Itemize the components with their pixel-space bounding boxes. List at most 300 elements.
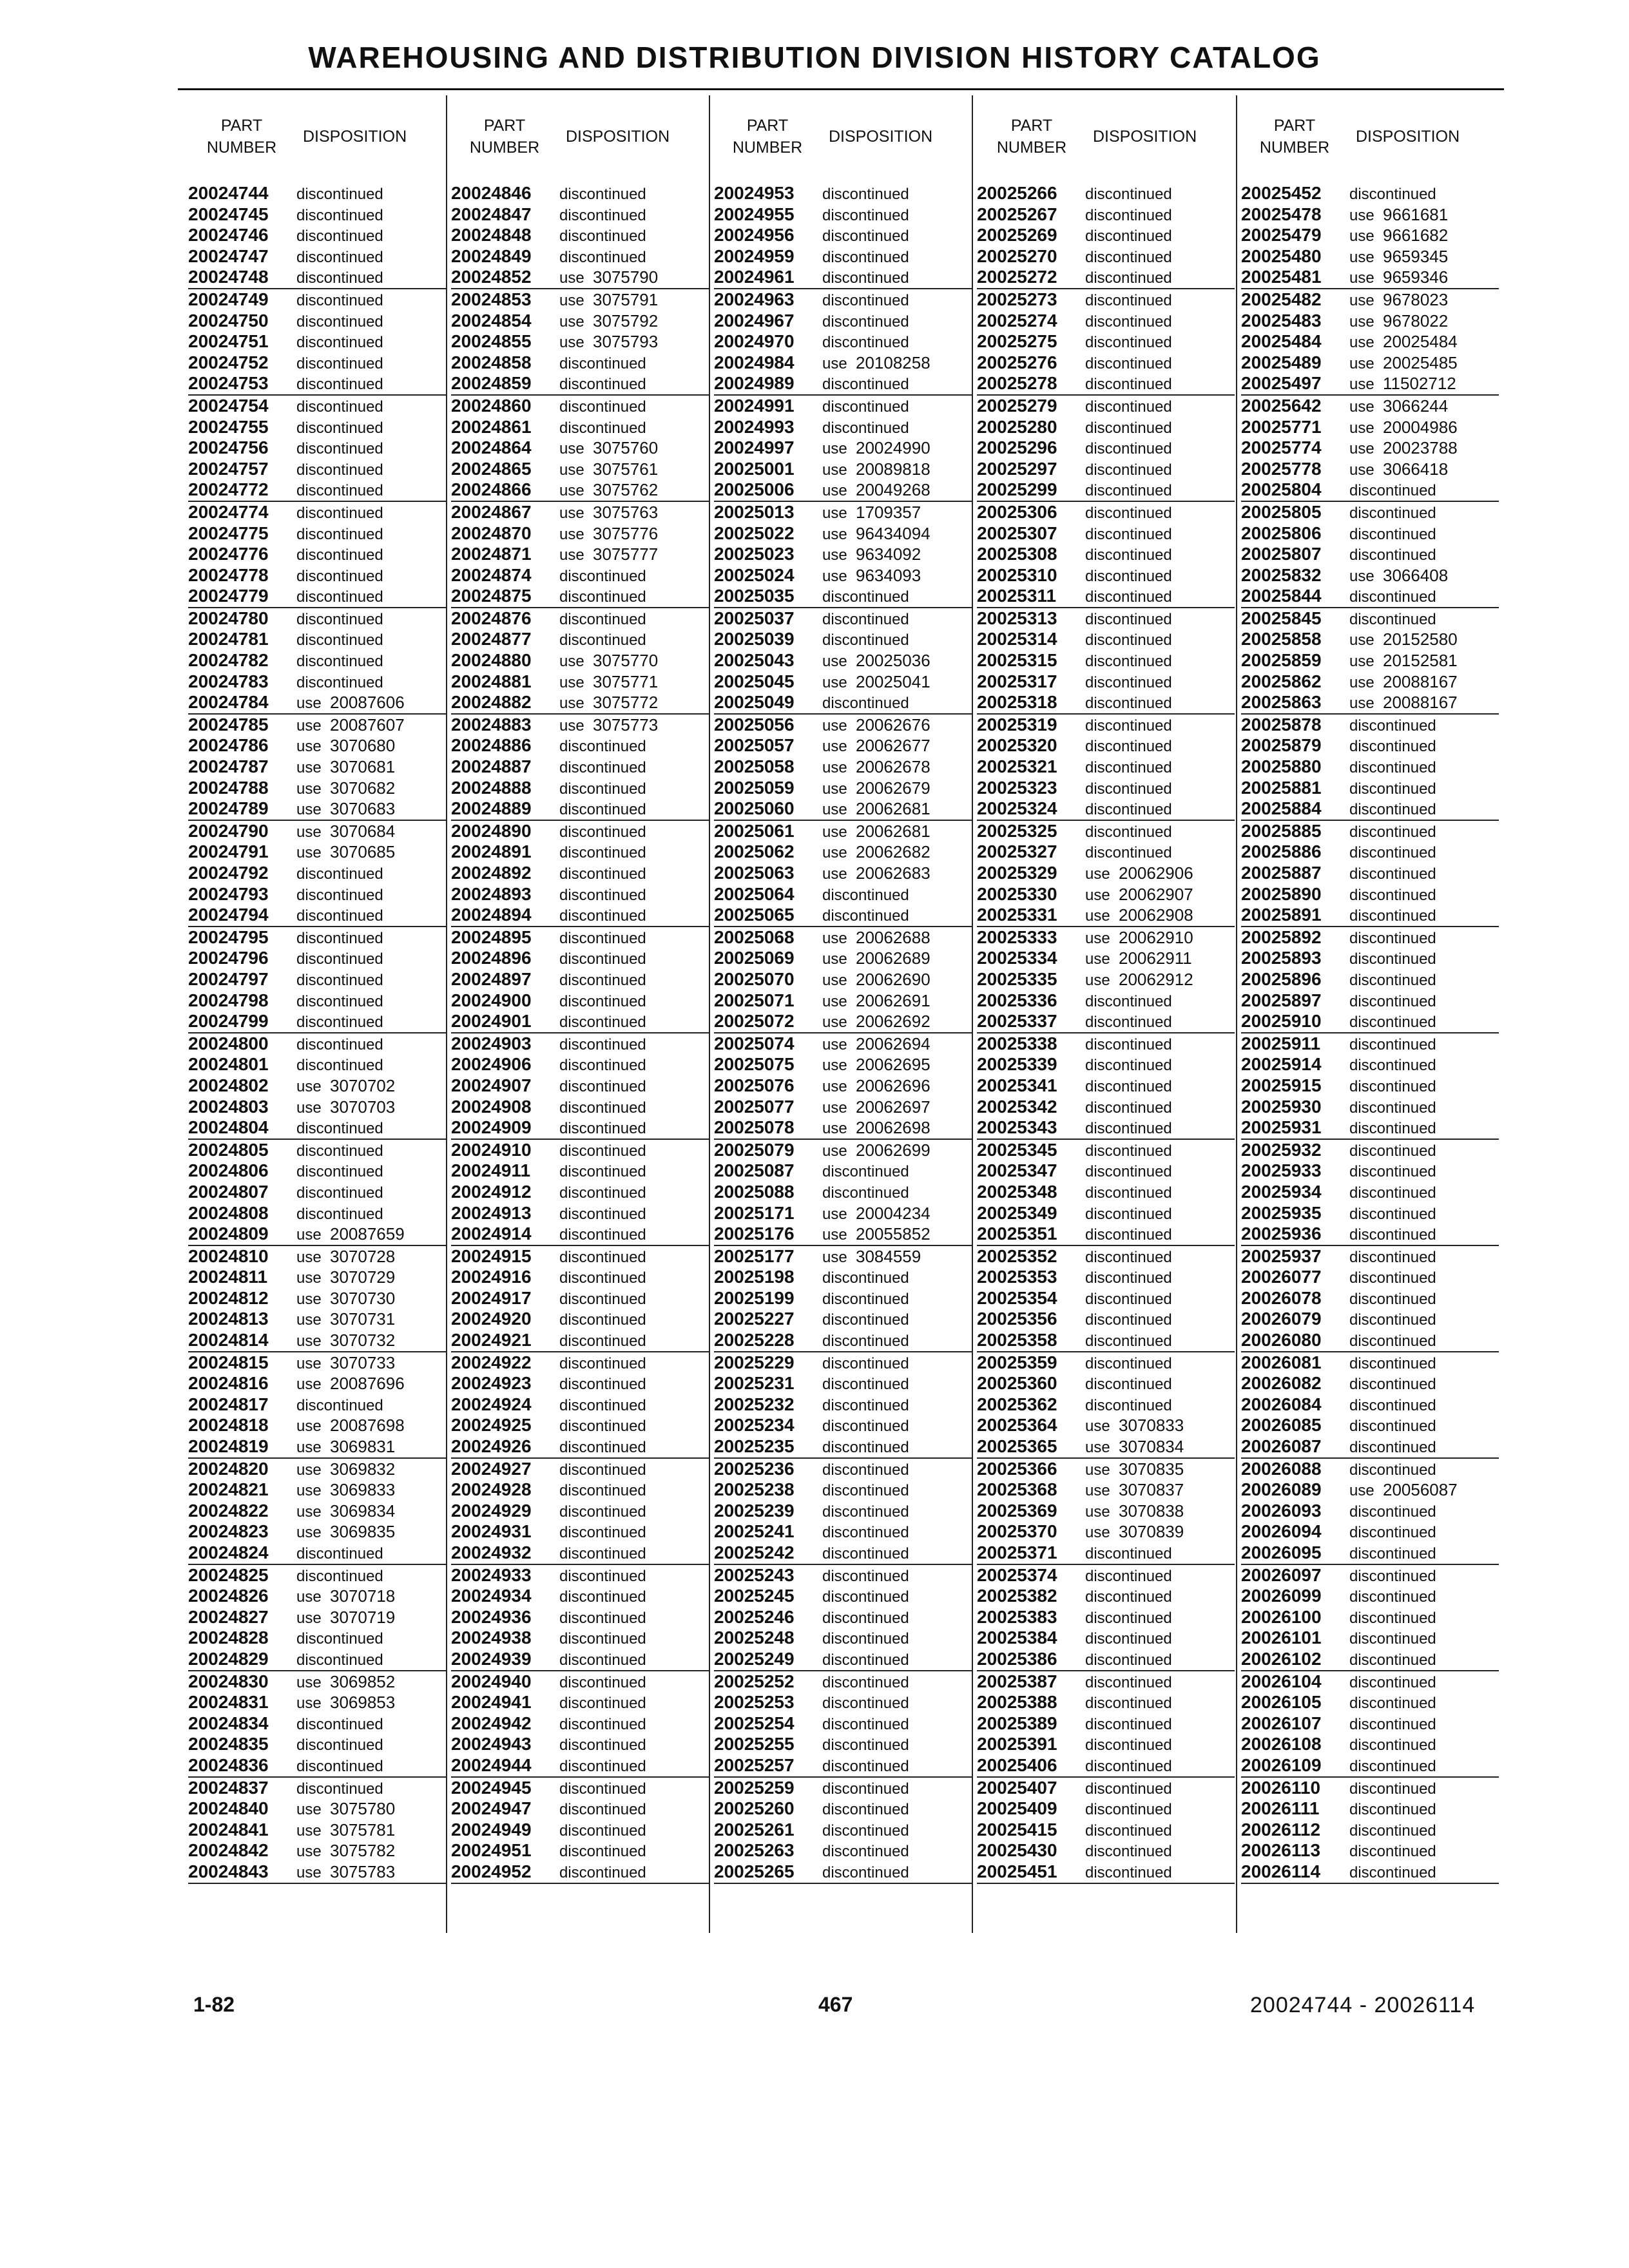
catalog-entry: [451, 246, 709, 267]
disposition: discontinued: [559, 1843, 646, 1861]
catalog-entry: [451, 1203, 709, 1224]
replacement-part: 3070718: [330, 1586, 396, 1606]
catalog-entry: [1241, 1352, 1499, 1374]
part-number: 20024847: [451, 204, 532, 224]
part-number: 20025480: [1241, 245, 1322, 266]
replacement-part: 3075783: [330, 1861, 396, 1881]
catalog-entry: [714, 1203, 972, 1224]
disposition: discontinued: [822, 1651, 909, 1669]
part-number: 20024917: [451, 1287, 532, 1308]
catalog-entry: [188, 1778, 446, 1799]
disposition-label: DISPOSITION: [566, 128, 670, 146]
catalog-entry: [188, 1542, 446, 1565]
disposition: discontinued: [822, 631, 909, 649]
part-number: 20024895: [451, 927, 532, 947]
catalog-entry: [1241, 1394, 1499, 1416]
part-number: 20024941: [451, 1692, 532, 1713]
catalog-entry: [977, 479, 1235, 502]
part-number: 20025249: [714, 1648, 795, 1669]
part-number: 20024790: [188, 820, 269, 841]
replacement-part: 20025041: [856, 671, 930, 691]
part-number: 20024834: [188, 1713, 269, 1733]
part-number: 20024812: [188, 1287, 269, 1308]
disposition: use: [1349, 354, 1374, 372]
catalog-entry: [1241, 671, 1499, 693]
disposition: use: [822, 440, 847, 458]
disposition: use: [822, 504, 847, 522]
disposition: discontinued: [1349, 1354, 1436, 1372]
part-number: 20025884: [1241, 798, 1322, 819]
catalog-entry: [188, 1054, 446, 1075]
part-number: 20024880: [451, 650, 532, 671]
part-number: 20025483: [1241, 310, 1322, 331]
disposition: use: [296, 1099, 322, 1117]
part-number: 20024822: [188, 1500, 269, 1521]
catalog-entry: [451, 1140, 709, 1161]
disposition: discontinued: [1085, 716, 1172, 735]
replacement-part: 3075782: [330, 1841, 396, 1861]
disposition: use: [822, 950, 847, 968]
part-number: 20025327: [977, 841, 1057, 862]
replacement-part: 20062908: [1119, 905, 1193, 925]
disposition: discontinued: [1349, 1226, 1436, 1244]
part-number: 20024809: [188, 1224, 269, 1244]
replacement-part: 20062697: [856, 1097, 930, 1117]
disposition: discontinued: [559, 1567, 646, 1585]
disposition: discontinued: [559, 844, 646, 862]
disposition: discontinued: [1349, 1736, 1436, 1754]
replacement-part: 3075792: [593, 311, 659, 331]
disposition: discontinued: [559, 1396, 646, 1414]
disposition: use: [559, 312, 584, 331]
part-number: 20024795: [188, 927, 269, 947]
part-number: 20024749: [188, 289, 269, 309]
catalog-entry: [451, 1778, 709, 1799]
catalog-entry: [1241, 1649, 1499, 1671]
catalog-entry: [1241, 1246, 1499, 1267]
catalog-entry: [1241, 1160, 1499, 1182]
catalog-entry: [714, 608, 972, 629]
disposition: discontinued: [296, 334, 383, 352]
disposition: discontinued: [1085, 419, 1172, 437]
part-number: 20025317: [977, 671, 1057, 691]
catalog-entry: [714, 586, 972, 608]
catalog-entry: [1241, 1521, 1499, 1542]
catalog-entry: [451, 969, 709, 990]
catalog-entry: [977, 1160, 1235, 1182]
disposition: discontinued: [1085, 695, 1172, 713]
replacement-part: 3075771: [593, 671, 659, 691]
disposition: discontinued: [1085, 206, 1172, 224]
disposition: discontinued: [559, 1715, 646, 1733]
part-number: 20025071: [714, 990, 795, 1010]
disposition: discontinued: [1085, 504, 1172, 522]
catalog-entry: [188, 311, 446, 332]
catalog-entry: [1241, 608, 1499, 629]
disposition: discontinued: [1349, 907, 1436, 925]
disposition: discontinued: [1349, 971, 1436, 989]
catalog-entry: [714, 1033, 972, 1055]
disposition: discontinued: [1349, 1120, 1436, 1138]
part-number: 20025342: [977, 1096, 1057, 1117]
part-number: 20024877: [451, 629, 532, 649]
disposition: discontinued: [1349, 823, 1436, 841]
part-number: 20024942: [451, 1713, 532, 1733]
replacement-part: 20062910: [1119, 927, 1193, 947]
part-number: 20025076: [714, 1075, 795, 1095]
disposition: discontinued: [1085, 673, 1172, 691]
catalog-entry: [714, 565, 972, 586]
disposition: discontinued: [1349, 1863, 1436, 1881]
catalog-entry: [977, 841, 1235, 863]
part-number: 20025642: [1241, 395, 1322, 416]
replacement-part: 3075790: [593, 267, 659, 287]
catalog-entry: [188, 735, 446, 756]
disposition: discontinued: [822, 376, 909, 394]
part-number: 20025384: [977, 1628, 1057, 1648]
disposition: discontinued: [559, 823, 646, 841]
disposition: use: [822, 482, 847, 500]
disposition: discontinued: [1349, 1843, 1436, 1861]
catalog-entry: [714, 990, 972, 1012]
part-number: 20024920: [451, 1309, 532, 1329]
part-number: 20024774: [188, 501, 269, 522]
disposition: discontinued: [1349, 588, 1436, 606]
part-number: 20025259: [714, 1777, 795, 1798]
catalog-entry: [451, 396, 709, 417]
part-number: 20024924: [451, 1394, 532, 1414]
part-number: 20025279: [977, 395, 1057, 416]
disposition: discontinued: [296, 1715, 383, 1733]
replacement-part: 20087606: [330, 693, 405, 713]
part-number: 20024825: [188, 1564, 269, 1585]
replacement-part: 3070838: [1119, 1501, 1184, 1521]
part-number: 20024772: [188, 479, 269, 500]
part-number: 20024803: [188, 1096, 269, 1117]
part-number: 20024835: [188, 1734, 269, 1754]
part-number: 20024908: [451, 1096, 532, 1117]
catalog-entry: [451, 692, 709, 715]
part-number: 20024888: [451, 777, 532, 798]
catalog-entry: [188, 1117, 446, 1140]
disposition: discontinued: [296, 546, 383, 564]
catalog-entry: [1241, 352, 1499, 374]
disposition: discontinued: [822, 291, 909, 309]
part-number: 20025269: [977, 225, 1057, 245]
replacement-part: 9661681: [1383, 204, 1449, 224]
catalog-entry: [1241, 311, 1499, 332]
disposition: discontinued: [1349, 1567, 1436, 1585]
part-number: 20024753: [188, 373, 269, 394]
disposition: discontinued: [559, 1482, 646, 1500]
part-number: 20024910: [451, 1139, 532, 1160]
part-number: 20024855: [451, 331, 532, 352]
disposition: discontinued: [822, 1290, 909, 1308]
disposition: discontinued: [296, 1651, 383, 1669]
catalog-entry: [977, 183, 1235, 204]
disposition: discontinued: [1349, 525, 1436, 543]
catalog-entry: [188, 1692, 446, 1713]
catalog-entry: [451, 586, 709, 608]
part-number: 20024911: [451, 1160, 531, 1181]
catalog-entry: [714, 1671, 972, 1693]
part-number: 20025484: [1241, 331, 1322, 352]
part-number: 20024820: [188, 1458, 269, 1479]
part-number: 20026097: [1241, 1564, 1322, 1585]
catalog-entry: [451, 798, 709, 821]
catalog-entry: [977, 1203, 1235, 1224]
catalog-entry: [977, 544, 1235, 565]
disposition: use: [1085, 971, 1110, 989]
disposition: discontinued: [559, 780, 646, 798]
catalog-entry: [977, 1436, 1235, 1459]
disposition: discontinued: [822, 1673, 909, 1691]
catalog-entry: [977, 735, 1235, 756]
part-number: 20024929: [451, 1500, 532, 1521]
disposition: discontinued: [559, 248, 646, 266]
catalog-entry: [1241, 565, 1499, 586]
disposition: discontinued: [1085, 1354, 1172, 1372]
catalog-entry: [977, 969, 1235, 990]
disposition: discontinued: [296, 1163, 383, 1181]
part-number: 20025270: [977, 245, 1057, 266]
catalog-entry: [451, 1586, 709, 1607]
catalog-entry: [714, 1394, 972, 1416]
catalog-entry: [977, 650, 1235, 671]
disposition: use: [822, 567, 847, 585]
disposition: discontinued: [1085, 1715, 1172, 1733]
catalog-entry: [451, 1734, 709, 1755]
disposition: discontinued: [296, 206, 383, 224]
replacement-part: 20062681: [856, 821, 930, 841]
disposition: use: [559, 440, 584, 458]
section-number: 1-82: [193, 1993, 235, 2016]
catalog-entry: [451, 1415, 709, 1436]
catalog-entry: [977, 671, 1235, 693]
catalog-entry: [977, 778, 1235, 799]
part-number: 20024967: [714, 310, 795, 331]
catalog-entry: [977, 1033, 1235, 1055]
disposition: use: [822, 780, 847, 798]
catalog-entry: [188, 1182, 446, 1203]
disposition: discontinued: [1349, 1332, 1436, 1350]
catalog-entry: [1241, 502, 1499, 523]
catalog-entry: [977, 1778, 1235, 1799]
catalog-entry: [188, 1224, 446, 1246]
part-number: 20026109: [1241, 1754, 1322, 1775]
part-number: 20025374: [977, 1564, 1057, 1585]
replacement-part: 20152581: [1383, 651, 1458, 671]
part-number: 20024893: [451, 883, 532, 904]
catalog-entry: [451, 523, 709, 544]
catalog-entry: [714, 523, 972, 544]
part-number: 20024748: [188, 267, 269, 287]
catalog-entry: [188, 1713, 446, 1735]
disposition: use: [1349, 653, 1374, 671]
catalog-entry: [714, 267, 972, 289]
replacement-part: 3075791: [593, 289, 659, 309]
catalog-entry: [714, 1373, 972, 1394]
part-number: 20025382: [977, 1586, 1057, 1606]
catalog-entry: [188, 437, 446, 459]
part-number: 20025231: [714, 1373, 795, 1394]
disposition: discontinued: [1085, 823, 1172, 841]
catalog-entry: [451, 671, 709, 693]
disposition: use: [822, 1205, 847, 1223]
disposition: discontinued: [1085, 1248, 1172, 1266]
part-number: 20024963: [714, 289, 795, 309]
part-number: 20025057: [714, 735, 795, 756]
replacement-part: 20062679: [856, 778, 930, 798]
part-number: 20024815: [188, 1352, 269, 1372]
part-number: 20024874: [451, 564, 532, 585]
replacement-part: 3069832: [330, 1459, 396, 1479]
part-number: 20026099: [1241, 1586, 1322, 1606]
replacement-part: 20062689: [856, 948, 930, 968]
disposition: use: [296, 1609, 322, 1627]
disposition: use: [296, 1332, 322, 1350]
column-divider: [1236, 95, 1237, 1933]
catalog-entry: [1241, 1542, 1499, 1565]
part-number: 20025452: [1241, 183, 1322, 203]
catalog-entry: [714, 1501, 972, 1522]
catalog-entry: [451, 565, 709, 586]
catalog-entry: [977, 1649, 1235, 1671]
part-number: 20025070: [714, 968, 795, 989]
disposition: discontinued: [1085, 780, 1172, 798]
disposition: discontinued: [559, 759, 646, 777]
disposition: discontinued: [822, 269, 909, 287]
disposition: discontinued: [296, 588, 383, 606]
part-label: PART: [1010, 117, 1053, 135]
part-number: 20024926: [451, 1436, 532, 1457]
catalog-entry: [977, 523, 1235, 544]
part-number: 20024913: [451, 1202, 532, 1223]
catalog-entry: [714, 1075, 972, 1097]
disposition: discontinued: [1349, 738, 1436, 756]
part-number: 20024775: [188, 523, 269, 543]
catalog-entry: [188, 1140, 446, 1161]
part-number: 20024890: [451, 820, 532, 841]
catalog-entry: [977, 267, 1235, 289]
catalog-entry: [188, 1415, 446, 1436]
disposition: use: [1349, 673, 1374, 691]
catalog-entry: [714, 1309, 972, 1330]
replacement-part: 20087696: [330, 1374, 405, 1394]
disposition: discontinued: [296, 440, 383, 458]
part-number: 20024785: [188, 714, 269, 735]
catalog-entry: [188, 1309, 446, 1330]
replacement-part: 20062688: [856, 927, 930, 947]
disposition: discontinued: [1349, 1311, 1436, 1329]
catalog-entry: [188, 715, 446, 736]
part-number: 20024788: [188, 777, 269, 798]
disposition: use: [1349, 334, 1374, 352]
catalog-entry: [977, 927, 1235, 948]
part-number: 20026095: [1241, 1542, 1322, 1562]
part-number: 20025880: [1241, 756, 1322, 777]
disposition: use: [1085, 1482, 1110, 1500]
part-number: 20024836: [188, 1754, 269, 1775]
disposition: discontinued: [1085, 1099, 1172, 1117]
replacement-part: 20089818: [856, 459, 930, 479]
part-number: 20025232: [714, 1394, 795, 1414]
replacement-part: 3070681: [330, 757, 396, 777]
disposition: use: [1349, 461, 1374, 479]
catalog-entry: [188, 821, 446, 842]
disposition: use: [1085, 1503, 1110, 1521]
disposition: discontinued: [1349, 929, 1436, 947]
catalog-entry: [1241, 778, 1499, 799]
catalog-entry: [977, 1140, 1235, 1161]
part-number: 20025347: [977, 1160, 1057, 1181]
part-number: 20025311: [977, 586, 1057, 606]
part-number: 20024756: [188, 437, 269, 458]
part-number: 20025060: [714, 798, 795, 819]
disposition: discontinued: [559, 971, 646, 989]
disposition: discontinued: [1349, 1290, 1436, 1308]
replacement-part: 20025036: [856, 651, 930, 671]
disposition: discontinued: [559, 1376, 646, 1394]
part-number: 20025386: [977, 1648, 1057, 1669]
part-number: 20025307: [977, 523, 1057, 543]
replacement-part: 3084559: [856, 1246, 921, 1266]
disposition: discontinued: [296, 567, 383, 585]
catalog-entry: [977, 1713, 1235, 1735]
part-number: 20026080: [1241, 1330, 1322, 1350]
catalog-entry: [1241, 183, 1499, 204]
part-number: 20024984: [714, 352, 795, 372]
part-number: 20025359: [977, 1352, 1057, 1372]
catalog-entry: [188, 565, 446, 586]
catalog-entry: [714, 884, 972, 905]
part-number: 20024875: [451, 586, 532, 606]
catalog-entry: [188, 183, 446, 204]
catalog-entry: [1241, 841, 1499, 863]
catalog-entry: [714, 246, 972, 267]
disposition: discontinued: [1085, 525, 1172, 543]
catalog-entry: [714, 1479, 972, 1501]
catalog-entry: [451, 756, 709, 778]
disposition: use: [559, 695, 584, 713]
disposition: discontinued: [822, 1269, 909, 1287]
catalog-entry: [714, 778, 972, 799]
disposition: discontinued: [296, 1545, 383, 1562]
catalog-column-1: [188, 183, 446, 1884]
disposition: use: [822, 801, 847, 819]
disposition: discontinued: [296, 992, 383, 1010]
replacement-part: 9678022: [1383, 311, 1449, 331]
part-number: 20025254: [714, 1713, 795, 1733]
disposition: discontinued: [1085, 312, 1172, 331]
part-number: 20025313: [977, 608, 1057, 628]
page-title: WAREHOUSING AND DISTRIBUTION DIVISION HISTORY CATALOG: [308, 41, 1321, 74]
catalog-entry: [1241, 629, 1499, 650]
replacement-part: 3069834: [330, 1501, 396, 1521]
part-number: 20025234: [714, 1415, 795, 1436]
catalog-entry: [1241, 692, 1499, 715]
disposition: use: [1349, 419, 1374, 437]
disposition: discontinued: [1085, 269, 1172, 287]
disposition: discontinued: [822, 1461, 909, 1479]
disposition: discontinued: [1349, 716, 1436, 735]
part-number: 20025409: [977, 1798, 1057, 1819]
part-number: 20025335: [977, 968, 1057, 989]
disposition: discontinued: [1085, 844, 1172, 862]
disposition: discontinued: [822, 1863, 909, 1881]
disposition: discontinued: [559, 1524, 646, 1542]
catalog-entry: [451, 1373, 709, 1394]
